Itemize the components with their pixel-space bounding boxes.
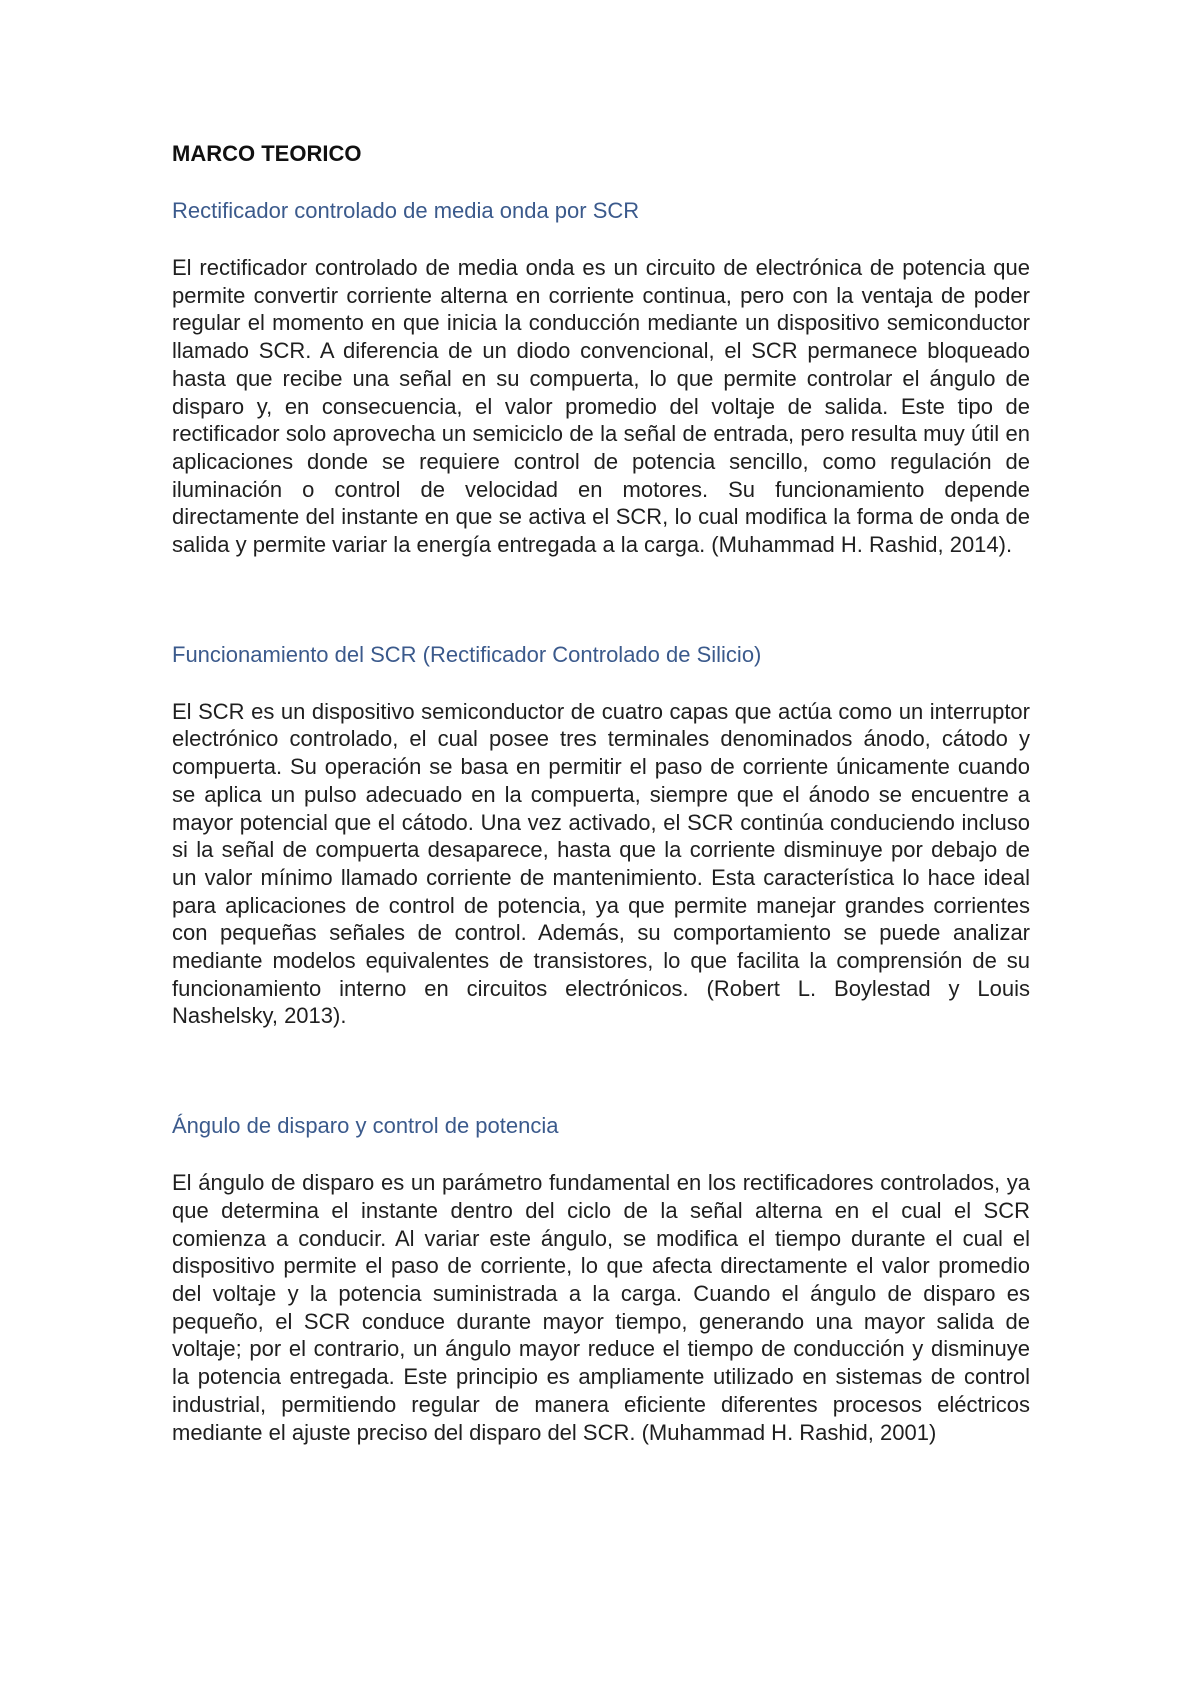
document-title: MARCO TEORICO bbox=[172, 141, 362, 166]
section-paragraph-funcionamiento-scr: El SCR es un dispositivo semiconductor de cuatro capas que actúa como un interruptor electrónico controlado, el cual posee tres terminales denominados ánodo, cátodo y compuerta. Su operación se basa en permitir el paso de corriente únicamente cuando se aplica un pulso adecuado en la compuerta, siempre que el ánodo se encuentre a mayor potencial que el cátodo. Una vez activado, el SCR continúa conduciendo incluso si la señal de compuerta desaparece, hasta que la corriente disminuye por debajo de un valor mínimo llamado corriente de mantenimiento. Esta característica lo hace ideal para aplicaciones de control de potencia, ya que permite manejar grandes corrientes con pequeñas señales de control. Además, su comportamiento se puede analizar mediante modelos equivalentes de transistores, lo que facilita la comprensión de su funcionamiento interno en circuitos electrónicos. (Robert L. Boylestad y Louis Nashelsky, 2013). bbox=[172, 698, 1030, 1029]
section-heading-funcionamiento-scr: Funcionamiento del SCR (Rectificador Controlado de Silicio) bbox=[172, 641, 762, 667]
section-paragraph-rectificador: El rectificador controlado de media onda es un circuito de electrónica de potencia que permite convertir corriente alterna en corriente continua, pero con la ventaja de poder regular el momento en que inicia la conducción mediante un dispositivo semiconductor llamado SCR. A diferencia de un diodo convencional, el SCR permanece bloqueado hasta que recibe una señal en su compuerta, lo que permite controlar el ángulo de disparo y, en consecuencia, el valor promedio del voltaje de salida. Este tipo de rectificador solo aprovecha un semiciclo de la señal de entrada, pero resulta muy útil en aplicaciones donde se requiere control de potencia sencillo, como regulación de iluminación o control de velocidad en motores. Su funcionamiento depende directamente del instante en que se activa el SCR, lo cual modifica la forma de onda de salida y permite variar la energía entregada a la carga. (Muhammad H. Rashid, 2014). bbox=[172, 255, 1030, 558]
section-paragraph-angulo-disparo: El ángulo de disparo es un parámetro fundamental en los rectificadores controlados, ya que determina el instante dentro del ciclo de la señal alterna en el cual el SCR comienza a conducir. Al variar este ángulo, se modifica el tiempo durante el cual el dispositivo permite el paso de corriente, lo que afecta directamente el valor promedio del voltaje y la potencia suministrada a la carga. Cuando el ángulo de disparo es pequeño, el SCR conduce durante mayor tiempo, generando una mayor salida de voltaje; por el contrario, un ángulo mayor reduce el tiempo de conducción y disminuye la potencia entregada. Este principio es ampliamente utilizado en sistemas de control industrial, permitiendo regular de manera eficiente diferentes procesos eléctricos mediante el ajuste preciso del disparo del SCR. (Muhammad H. Rashid, 2001) bbox=[172, 1170, 1030, 1445]
section-heading-angulo-disparo: Ángulo de disparo y control de potencia bbox=[172, 1113, 559, 1139]
section-heading-rectificador: Rectificador controlado de media onda por SCR bbox=[172, 198, 640, 223]
document-page bbox=[172, 140, 1030, 1446]
